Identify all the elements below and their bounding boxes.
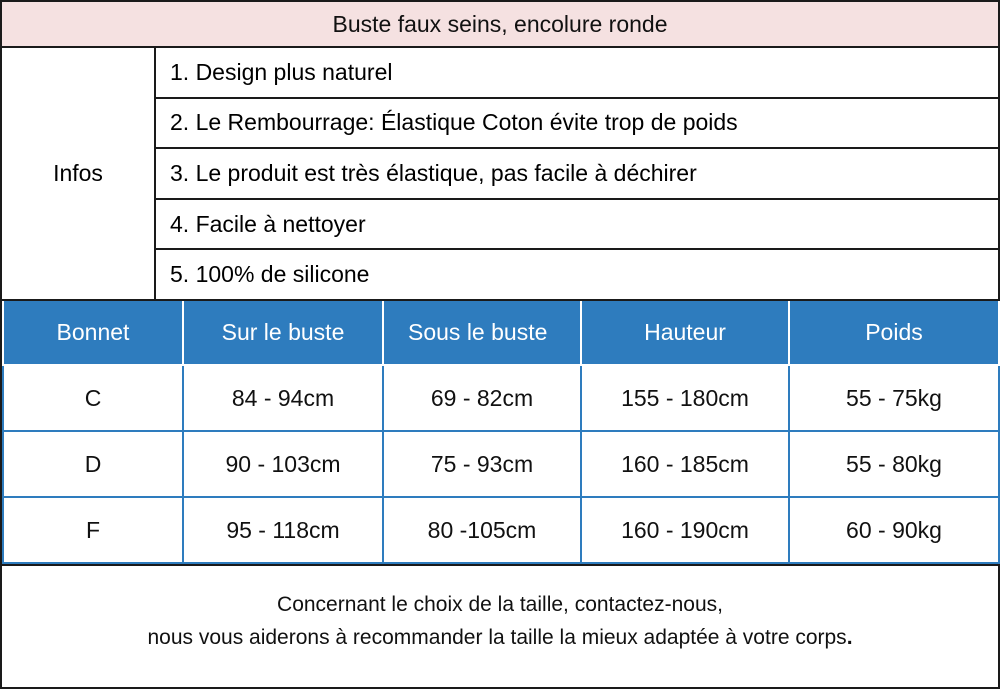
table-cell: C bbox=[3, 365, 183, 431]
table-header-cell: Hauteur bbox=[581, 301, 789, 365]
size-table bbox=[2, 301, 1000, 564]
infos-section bbox=[2, 48, 998, 301]
footer-line-1: Concernant le choix de la taille, contactez-nous, bbox=[277, 592, 723, 616]
list-item: 3. Le produit est très élastique, pas facile à déchirer bbox=[156, 149, 998, 200]
table-cell: 75 - 93cm bbox=[383, 431, 581, 497]
infos-label: Infos bbox=[2, 48, 156, 299]
list-item: 2. Le Rembourrage: Élastique Coton évite trop de poids bbox=[156, 99, 998, 150]
table-cell: 160 - 185cm bbox=[581, 431, 789, 497]
table-header-cell: Bonnet bbox=[3, 301, 183, 365]
table-cell: 69 - 82cm bbox=[383, 365, 581, 431]
page-title-text: Buste faux seins, encolure ronde bbox=[332, 10, 668, 37]
footer-line-2 bbox=[147, 622, 852, 655]
table-row bbox=[3, 431, 999, 497]
table-cell: 90 - 103cm bbox=[183, 431, 383, 497]
table-header-cell: Poids bbox=[789, 301, 999, 365]
table-cell: 84 - 94cm bbox=[183, 365, 383, 431]
table-cell: 80 -105cm bbox=[383, 497, 581, 563]
footer-note bbox=[2, 564, 998, 677]
table-header-cell: Sous le buste bbox=[383, 301, 581, 365]
table-cell: D bbox=[3, 431, 183, 497]
table-cell: 55 - 75kg bbox=[789, 365, 999, 431]
page-title bbox=[2, 2, 998, 48]
table-cell: F bbox=[3, 497, 183, 563]
table-cell: 55 - 80kg bbox=[789, 431, 999, 497]
table-row bbox=[3, 365, 999, 431]
list-item: 4. Facile à nettoyer bbox=[156, 200, 998, 251]
list-item: 1. Design plus naturel bbox=[156, 48, 998, 99]
table-row bbox=[3, 497, 999, 563]
table-cell: 95 - 118cm bbox=[183, 497, 383, 563]
footer-line-2-emphasis: . bbox=[846, 625, 853, 649]
table-cell: 160 - 190cm bbox=[581, 497, 789, 563]
list-item: 5. 100% de silicone bbox=[170, 261, 370, 288]
table-header-cell: Sur le buste bbox=[183, 301, 383, 365]
table-cell: 60 - 90kg bbox=[789, 497, 999, 563]
infos-list bbox=[156, 48, 998, 299]
table-header-row bbox=[3, 301, 999, 365]
footer-line-2-text: nous vous aiderons à recommander la taille la mieux adaptée à votre corps bbox=[147, 625, 847, 649]
table-cell: 155 - 180cm bbox=[581, 365, 789, 431]
